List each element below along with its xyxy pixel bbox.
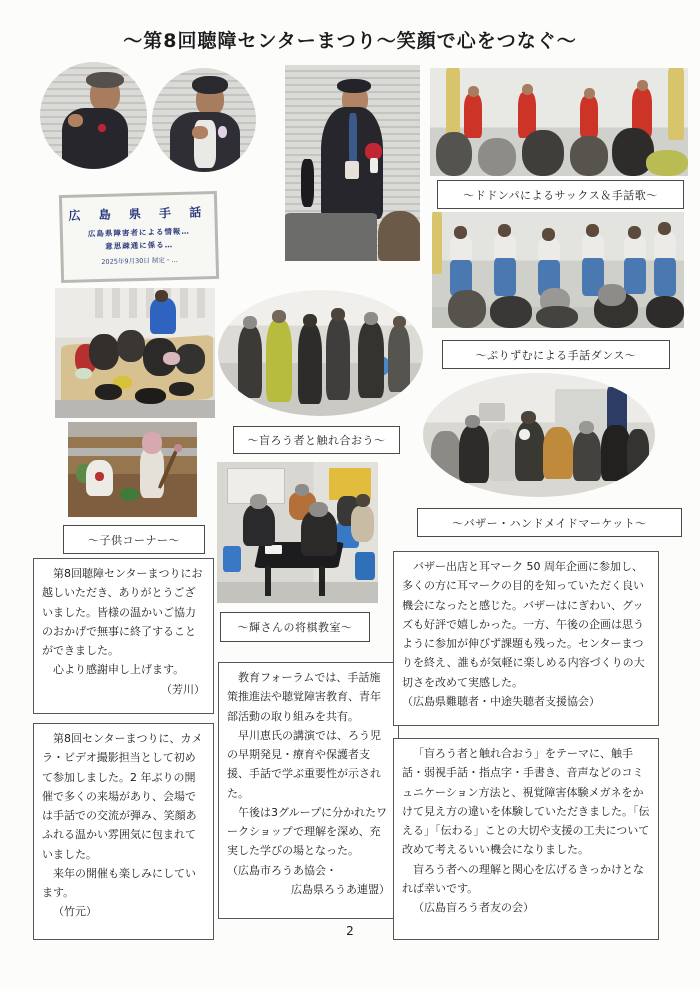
article-deafblind-p2: 盲ろう者への理解と関心を広げるきっかけとなれば幸いです。 xyxy=(402,862,644,895)
photo-sax-performance xyxy=(430,68,688,176)
photo-speaker-man-signing xyxy=(40,62,147,169)
photo-speaker-woman-signing xyxy=(152,68,256,172)
article-deafblind xyxy=(393,738,659,940)
page-title: ～第8回聴障センターまつり～笑顔で心をつなぐ～ xyxy=(123,30,577,52)
article-bazaar xyxy=(393,551,659,726)
article-camera-p2: 来年の開催も楽しみにしています。 xyxy=(42,866,196,899)
caption-deafblind: ～盲ろう者と触れ合おう～ xyxy=(233,426,400,454)
photo-bazaar-tables xyxy=(55,288,215,418)
caption-bazaar: ～バザー・ハンドメイドマーケット～ xyxy=(417,508,682,537)
photo-mc-at-podium xyxy=(285,65,420,261)
article-deafblind-signature: （広島盲ろう者友の会） xyxy=(413,901,534,914)
article-forum-p1: 教育フォーラムでは、手話施策推進法や聴覚障害教育、青年部活動の取り組みを共有。 xyxy=(227,671,381,723)
photo-shogi-classroom xyxy=(217,462,378,603)
article-bazaar-signature: （広島県難聴者・中途失聴者支援協会） xyxy=(402,694,600,708)
caption-kids: ～子供コーナー～ xyxy=(63,525,205,554)
caption-sax: ～ドドンパによるサックス＆手話歌～ xyxy=(437,180,684,209)
sign-line-3: 意思疎通に係る… xyxy=(105,240,174,251)
article-thanks-p1: 第8回聴障センターまつりにお越しいただき、ありがとうございました。皆様の温かいご協力のおかげで無事に終了することができました。 xyxy=(42,567,203,657)
sign-line-1: 広 島 県 手 話 xyxy=(68,205,209,223)
article-forum-signature-1: （広島市ろうあ協会・ xyxy=(227,863,337,877)
article-thanks-signature: （芳川） xyxy=(161,682,205,696)
photo-visitors-mingling xyxy=(218,290,423,416)
article-bazaar-p1: バザー出店と耳マーク 50 周年企画に参加し、多くの方に耳マークの目的を知っていただく良い機会になったと感じた。バザーはにぎわい、グッズも好評で嬉しかった。一方、午後の企画は思うように参加が伸びず課題も残った。センターまつりを終え、誰もが気軽に楽しめる内容づくりの大切さを改めて実感した。 xyxy=(402,560,645,689)
sign-line-2: 広島県障害者による情報… xyxy=(87,226,190,239)
article-forum-p2: 早川恵氏の講演では、ろう児の早期発見・療育や保護者支援、手話で学ぶ重要性が示された。 xyxy=(227,728,381,800)
article-camera-p1: 第8回センターまつりに、カメラ・ビデオ撮影担当として初めて参加しました。2 年ぶりの開催で多くの来場があり、会場では手話での交流が弾み、笑顔あふれる温かい雰囲気に包まれていました。 xyxy=(42,732,203,861)
caption-dance: ～ぷりずむによる手話ダンス～ xyxy=(442,340,670,369)
photo-kids-corner-crafts xyxy=(68,422,197,517)
photo-ordinance-sign xyxy=(59,191,219,283)
article-forum-p3: 午後は3グループに分かれたワークショップで理解を深め、充実した学びの場となった。 xyxy=(227,805,388,858)
photo-sign-dance-group xyxy=(432,212,684,328)
article-thanks xyxy=(33,558,214,714)
article-thanks-p2: 心より感謝申し上げます。 xyxy=(53,663,185,677)
page-number: 2 xyxy=(346,924,354,938)
article-forum xyxy=(218,662,399,919)
article-camera-signature: （竹元） xyxy=(53,905,97,919)
sign-line-4: 2025年9月30日 制定・… xyxy=(101,255,178,266)
article-deafblind-p1: 「盲ろう者と触れ合おう」をテーマに、触手話・弱視手話・指点字・手書き、音声などのコミュニケーション方法と、視覚障害体験メガネをかけて見え方の違いを体験していただきました。「伝える」「伝わる」ことの大切や支援の工夫について改めて考えるいい機会になりました。 xyxy=(402,747,650,857)
photo-bazaar-crowd xyxy=(423,373,655,497)
caption-shogi: ～輝さんの将棋教室～ xyxy=(220,612,370,642)
article-camera xyxy=(33,723,214,940)
article-forum-signature-2: 広島県ろうあ連盟） xyxy=(291,882,390,896)
